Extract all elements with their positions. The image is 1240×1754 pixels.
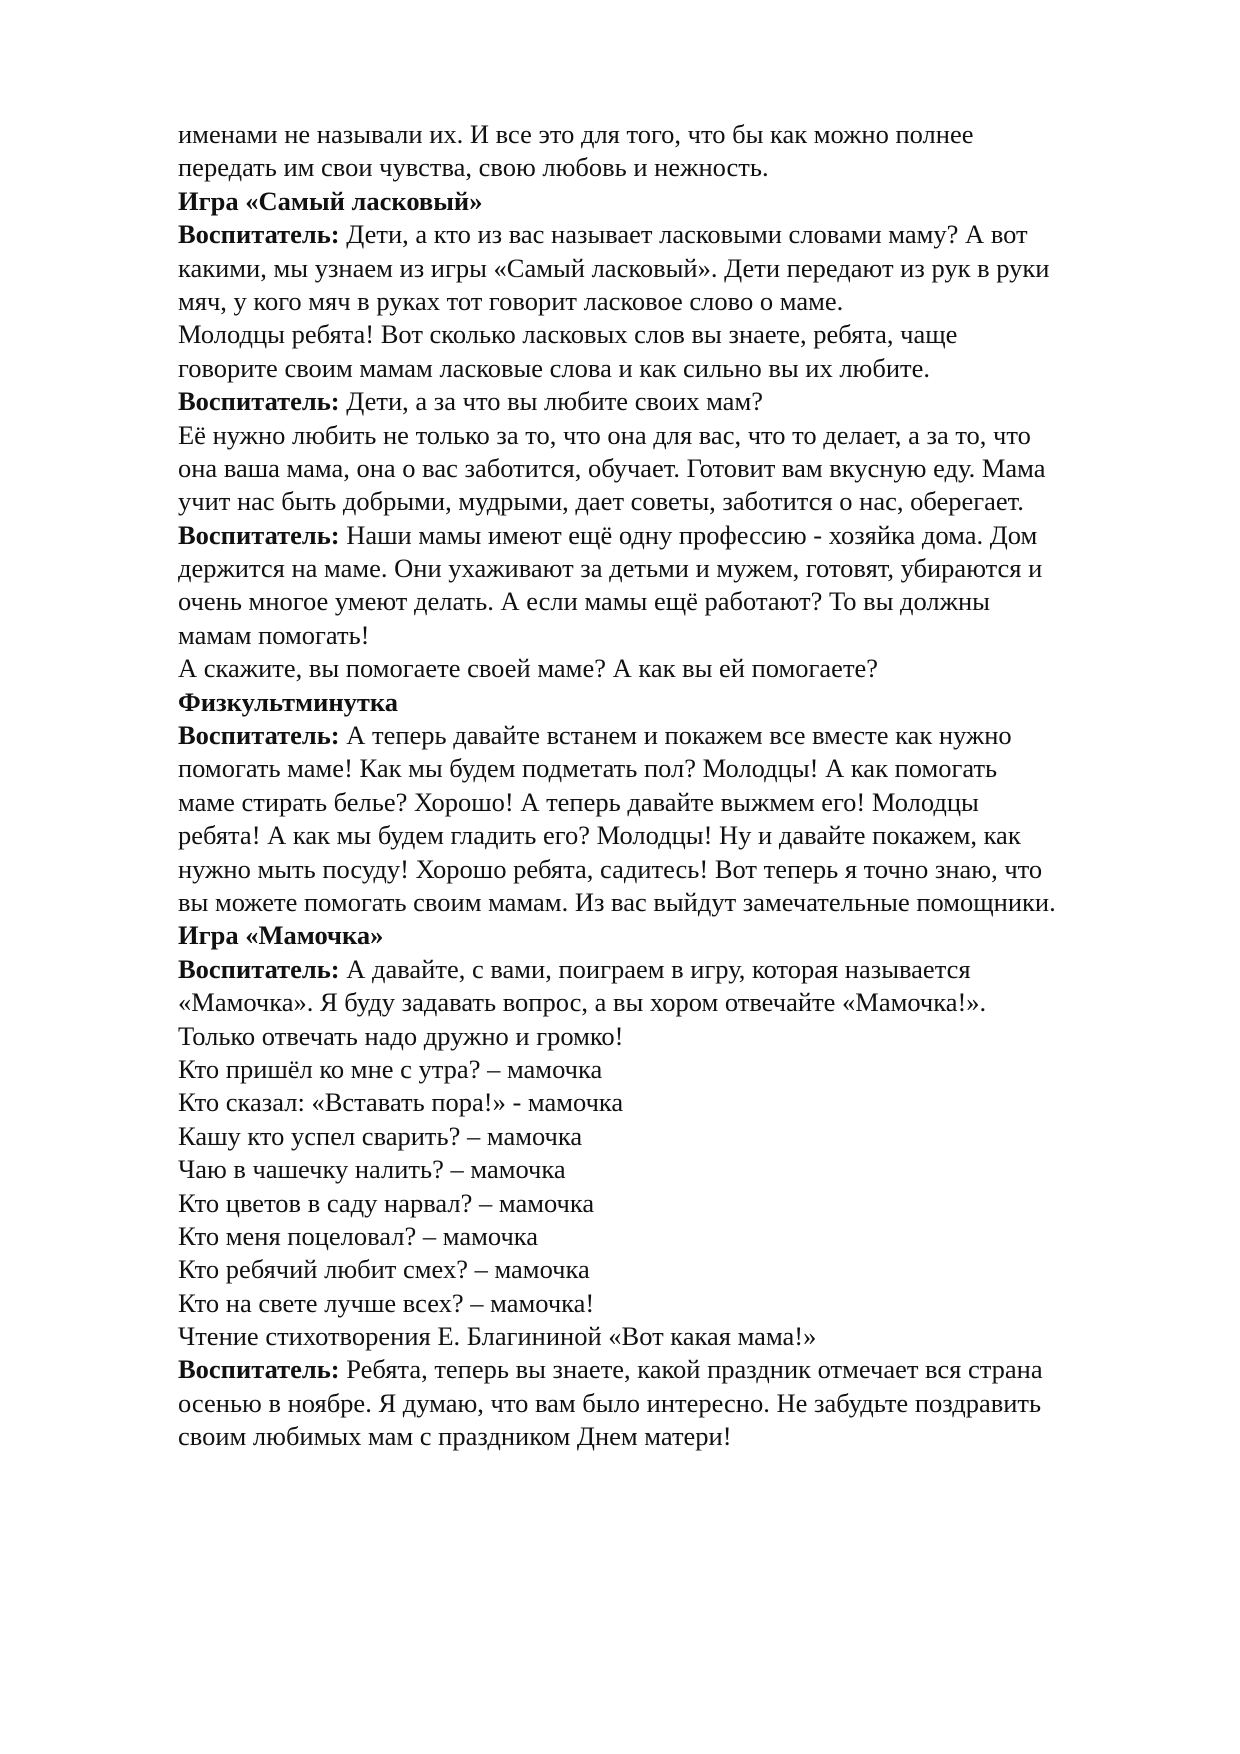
text-run: мамам помогать! xyxy=(178,619,370,650)
text-run: Кто меня поцеловал? – мамочка xyxy=(178,1220,539,1251)
poem-line xyxy=(178,1053,1158,1086)
bold-run: Игра «Самый ласковый» xyxy=(178,185,483,216)
text-run: нужно мыть посуду! Хорошо ребята, садитесь! Вот теперь я точно знаю, что xyxy=(178,853,1043,884)
text-run: передать им свои чувства, свою любовь и нежность. xyxy=(178,152,769,183)
poem-line xyxy=(178,1187,1158,1220)
document-body xyxy=(178,118,1158,1454)
text-run: мяч, у кого мяч в руках тот говорит ласковое слово о маме. xyxy=(178,285,844,316)
text-line xyxy=(178,986,1158,1019)
bold-run: Игра «Мамочка» xyxy=(178,920,384,951)
text-run: Её нужно любить не только за то, что она для вас, что то делает, а за то, что xyxy=(178,419,1031,450)
poem-line xyxy=(178,1153,1158,1186)
text-run: своим любимых мам с праздником Днем матери! xyxy=(178,1421,732,1452)
poem-line xyxy=(178,1086,1158,1119)
text-run: ребята! А как мы будем гладить его? Молодцы! Ну и давайте покажем, как xyxy=(178,820,1021,851)
text-run: Кто ребячий любит смех? – мамочка xyxy=(178,1254,590,1285)
text-run: держится на маме. Они ухаживают за детьми и мужем, готовят, убираются и xyxy=(178,553,1043,584)
text-line xyxy=(178,318,1158,351)
poem-line xyxy=(178,1120,1158,1153)
text-run: Кто на свете лучше всех? – мамочка! xyxy=(178,1287,595,1318)
speaker-line xyxy=(178,1353,1158,1386)
section-heading xyxy=(178,185,1158,218)
text-line xyxy=(178,118,1158,151)
text-line xyxy=(178,619,1158,652)
text-run: Кто пришёл ко мне с утра? – мамочка xyxy=(178,1053,603,1084)
text-line xyxy=(178,1420,1158,1453)
speaker-line xyxy=(178,218,1158,251)
text-run: Дети, а кто из вас называет ласковыми словами маму? А вот xyxy=(339,219,1028,250)
text-run: Кто цветов в саду нарвал? – мамочка xyxy=(178,1187,595,1218)
text-run: говорите своим мамам ласковые слова и как сильно вы их любите. xyxy=(178,352,930,383)
text-run: Чтение стихотворения Е. Благининой «Вот какая мама!» xyxy=(178,1321,817,1352)
text-line xyxy=(178,1020,1158,1053)
text-line xyxy=(178,752,1158,785)
text-line xyxy=(178,552,1158,585)
text-line xyxy=(178,352,1158,385)
text-run: Дети, а за что вы любите своих мам? xyxy=(339,386,763,417)
text-line xyxy=(178,151,1158,184)
text-run: Кашу кто успел сварить? – мамочка xyxy=(178,1120,583,1151)
speaker-label: Воспитатель: xyxy=(178,1354,340,1385)
speaker-line xyxy=(178,953,1158,986)
speaker-label: Воспитатель: xyxy=(178,386,340,417)
poem-line xyxy=(178,1220,1158,1253)
text-run: Молодцы ребята! Вот сколько ласковых слов вы знаете, ребята, чаще xyxy=(178,319,958,350)
text-line xyxy=(178,1320,1158,1353)
text-line xyxy=(178,1387,1158,1420)
text-run: она ваша мама, она о вас заботится, обучает. Готовит вам вкусную еду. Мама xyxy=(178,452,1046,483)
text-run: помогать маме! Как мы будем подметать пол? Молодцы! А как помогать xyxy=(178,753,998,784)
text-run: очень многое умеют делать. А если мамы ещё работают? То вы должны xyxy=(178,586,990,617)
speaker-label: Воспитатель: xyxy=(178,720,340,751)
text-run: Чаю в чашечку налить? – мамочка xyxy=(178,1154,566,1185)
poem-line xyxy=(178,1253,1158,1286)
text-line xyxy=(178,485,1158,518)
text-run: А теперь давайте встанем и покажем все вместе как нужно xyxy=(339,720,1012,751)
speaker-line xyxy=(178,719,1158,752)
text-run: маме стирать белье? Хорошо! А теперь давайте выжмем его! Молодцы xyxy=(178,786,979,817)
speaker-label: Воспитатель: xyxy=(178,519,340,550)
text-line xyxy=(178,252,1158,285)
text-run: Ребята, теперь вы знаете, какой праздник отмечает вся страна xyxy=(339,1354,1043,1385)
text-line xyxy=(178,886,1158,919)
text-run: А давайте, с вами, поиграем в игру, которая называется xyxy=(339,953,971,984)
text-line xyxy=(178,853,1158,886)
speaker-line xyxy=(178,519,1158,552)
bold-run: Физкультминутка xyxy=(178,686,399,717)
section-heading xyxy=(178,686,1158,719)
text-run: А скажите, вы помогаете своей маме? А как вы ей помогаете? xyxy=(178,653,879,684)
poem-line xyxy=(178,1287,1158,1320)
text-line xyxy=(178,419,1158,452)
text-run: Только отвечать надо дружно и громко! xyxy=(178,1020,624,1051)
text-run: вы можете помогать своим мамам. Из вас выйдут замечательные помощники. xyxy=(178,886,1056,917)
text-line xyxy=(178,652,1158,685)
speaker-line xyxy=(178,385,1158,418)
section-heading xyxy=(178,919,1158,952)
speaker-label: Воспитатель: xyxy=(178,953,340,984)
text-line xyxy=(178,819,1158,852)
text-run: именами не называли их. И все это для того, что бы как можно полнее xyxy=(178,119,974,149)
text-line xyxy=(178,585,1158,618)
text-line xyxy=(178,786,1158,819)
text-run: «Мамочка». Я буду задавать вопрос, а вы хором отвечайте «Мамочка!». xyxy=(178,987,987,1018)
text-run: какими, мы узнаем из игры «Самый ласковый». Дети передают из рук в руки xyxy=(178,252,1050,283)
speaker-label: Воспитатель: xyxy=(178,219,340,250)
text-run: Кто сказал: «Вставать пора!» - мамочка xyxy=(178,1087,624,1118)
text-run: Наши мамы имеют ещё одну профессию - хозяйка дома. Дом xyxy=(339,519,1038,550)
text-run: осенью в ноябре. Я думаю, что вам было интересно. Не забудьте поздравить xyxy=(178,1387,1042,1418)
text-run: учит нас быть добрыми, мудрыми, дает советы, заботится о нас, оберегает. xyxy=(178,486,1024,517)
text-line xyxy=(178,285,1158,318)
text-line xyxy=(178,452,1158,485)
